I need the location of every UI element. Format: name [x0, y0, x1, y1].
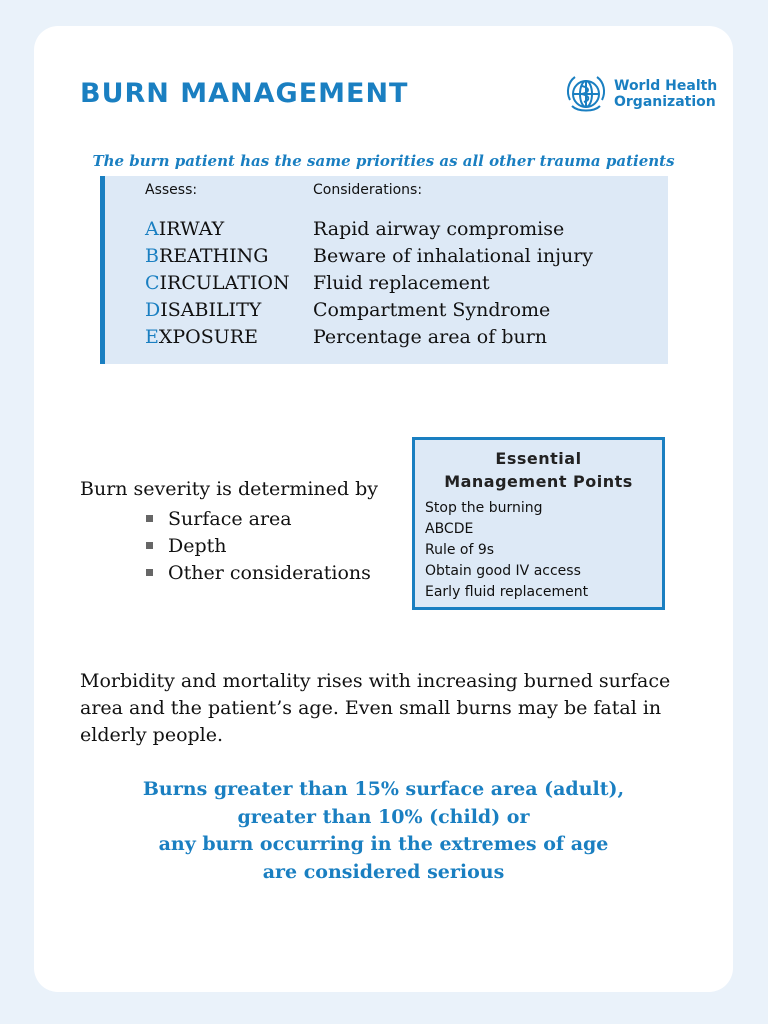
list-item: Early fluid replacement: [425, 584, 589, 600]
assess-rest: IRWAY: [158, 218, 225, 240]
essential-management-box: [412, 437, 665, 610]
list-item: [146, 505, 371, 532]
essential-title-line1: Essential: [495, 449, 582, 468]
table-row: [105, 218, 668, 245]
assess-cell: [145, 326, 258, 348]
list-item-text: Surface area: [168, 507, 292, 530]
list-item-text: Depth: [168, 534, 227, 557]
abcde-letter: C: [145, 272, 160, 294]
severity-list: [146, 505, 371, 586]
abcde-letter: E: [145, 326, 159, 348]
square-bullet-icon: [146, 515, 153, 522]
abcde-letter: B: [145, 245, 159, 267]
who-logo: [562, 70, 717, 118]
list-item-text: Other considerations: [168, 561, 371, 584]
morbidity-paragraph: Morbidity and mortality rises with increasing burned surface area and the patient’s age. Even small burns may be fatal in elderly people.: [80, 670, 671, 746]
square-bullet-icon: [146, 569, 153, 576]
page-title: BURN MANAGEMENT: [80, 78, 409, 109]
assess-cell: [145, 245, 268, 267]
considerations-column-header: Considerations:: [313, 182, 423, 198]
assess-cell: [145, 272, 290, 294]
table-row: [105, 245, 668, 272]
table-row: [105, 272, 668, 299]
consideration-cell: Rapid airway compromise: [313, 218, 565, 240]
list-item: Obtain good IV access: [425, 563, 581, 579]
essential-title-line2: Management Points: [444, 472, 633, 491]
serious-line-3: any burn occurring in the extremes of age: [158, 833, 609, 855]
document-card: [34, 26, 733, 992]
consideration-cell: Fluid replacement: [313, 272, 490, 294]
abcde-letter: A: [145, 218, 159, 240]
list-item: [146, 532, 371, 559]
assess-rest: REATHING: [158, 245, 269, 267]
essential-list: [425, 498, 662, 603]
serious-line-1: Burns greater than 15% surface area (adult),: [142, 778, 625, 800]
serious-line-2: greater than 10% (child) or: [237, 805, 530, 828]
consideration-cell: Percentage area of burn: [313, 326, 548, 348]
list-item: Rule of 9s: [425, 542, 495, 558]
assess-rest: IRCULATION: [159, 272, 290, 294]
table-row: [105, 299, 668, 326]
assess-rest: XPOSURE: [158, 326, 258, 348]
table-row: [105, 326, 668, 353]
severity-intro: Burn severity is determined by: [80, 478, 379, 500]
assess-column-header: Assess:: [145, 182, 198, 198]
consideration-cell: Beware of inhalational injury: [313, 245, 594, 267]
assess-cell: [145, 218, 224, 240]
list-item: [146, 559, 371, 586]
square-bullet-icon: [146, 542, 153, 549]
abcde-table: [100, 176, 668, 364]
assess-cell: [145, 299, 261, 321]
assess-rest: ISABILITY: [160, 299, 262, 321]
list-item: Stop the burning: [425, 500, 543, 516]
who-logo-line1: World Health: [614, 78, 718, 94]
list-item: ABCDE: [425, 521, 474, 537]
serious-line-4: are considered serious: [262, 860, 505, 883]
serious-burns-statement: [34, 776, 733, 886]
who-logo-text: [614, 78, 717, 110]
priorities-subtitle: The burn patient has the same priorities as all other trauma patients: [92, 152, 675, 170]
who-logo-line2: Organization: [614, 94, 716, 110]
who-emblem-icon: [562, 70, 610, 118]
consideration-cell: Compartment Syndrome: [313, 299, 551, 321]
abcde-letter: D: [145, 299, 161, 321]
essential-title: [415, 447, 662, 493]
